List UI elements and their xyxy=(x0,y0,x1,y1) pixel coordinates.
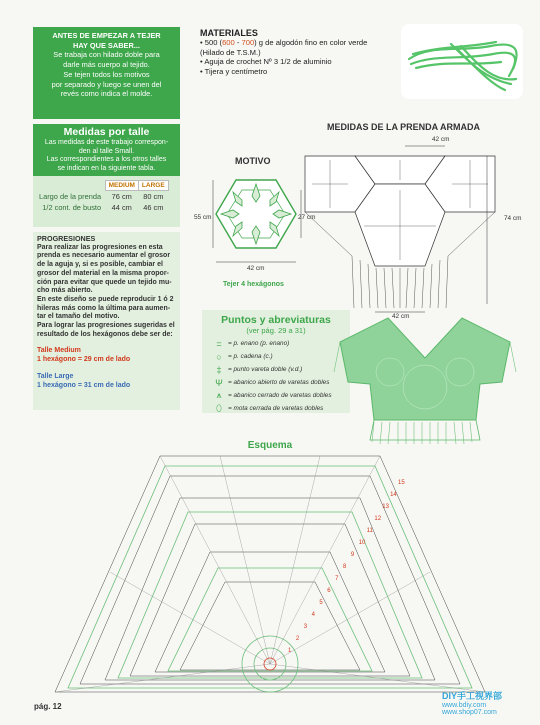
stitch-legend-text: = p. cadena (c.) xyxy=(228,353,273,360)
medium-value: 1 hexágono = 29 cm de lado xyxy=(37,356,131,364)
progressions-line: cho más abierto. xyxy=(37,287,93,295)
intro-heading-2: HAY QUE SABER... xyxy=(73,40,140,50)
row-label: Largo de la prenda xyxy=(39,191,102,201)
stitch-legend-text: = p. enano (p. enano) xyxy=(228,340,290,347)
yarn-skein-icon xyxy=(401,24,523,99)
stitch-symbol-icon: = xyxy=(216,338,222,349)
intro-line: Se trabaja con hilado doble para xyxy=(53,50,160,60)
progressions-title: PROGRESIONES xyxy=(37,234,96,243)
motif-dim-height: 55 cm xyxy=(194,214,212,221)
progressions-line: tar el tamaño del motivo. xyxy=(37,313,120,321)
sizes-table xyxy=(37,180,169,213)
progressions-paragraph-1 xyxy=(37,244,176,296)
stitch-symbol-icon: ⬯ xyxy=(216,403,222,413)
motif-dim-width: 42 cm xyxy=(247,265,265,272)
progressions-box xyxy=(33,232,180,410)
stitch-legend-subtitle: (ver pág. 29 a 31) xyxy=(246,326,306,335)
medium-title: Talle Medium xyxy=(37,347,81,355)
cell: 80 cm xyxy=(143,192,164,201)
garment-dim-side: 74 cm xyxy=(504,215,522,222)
stitch-legend-text: = abanico cerrado de varetas dobles xyxy=(228,392,332,399)
table-row xyxy=(37,191,168,203)
stitch-symbol-icon: ‡ xyxy=(216,364,222,375)
round-number: 10 xyxy=(358,540,366,546)
garment-title: MEDIDAS DE LA PRENDA ARMADA xyxy=(327,122,480,132)
sizes-header xyxy=(33,124,180,176)
stitch-legend-title: Puntos y abreviaturas xyxy=(221,314,331,326)
garment-dim-bottom: 42 cm xyxy=(392,313,410,320)
large-value: 1 hexágono = 31 cm de lado xyxy=(37,381,131,389)
sizes-box xyxy=(33,124,180,227)
round-number: 2 xyxy=(295,636,300,642)
stitch-legend-item xyxy=(202,337,350,350)
stitch-legend xyxy=(202,310,350,413)
progressions-line: En este diseño se puede reproducir 1 ó 2 xyxy=(37,295,174,303)
progressions-line: hileras más como la última para aumen- xyxy=(37,304,171,312)
round-number: 6 xyxy=(327,588,331,594)
sizes-title: Medidas por talle xyxy=(63,126,150,138)
garment-photo xyxy=(330,312,520,447)
garment-dim-top: 42 cm xyxy=(432,136,450,143)
cell: 44 cm xyxy=(111,203,132,212)
large-title: Talle Large xyxy=(37,372,74,380)
round-number: 1 xyxy=(288,648,292,654)
garment-diagram xyxy=(300,136,500,316)
watermark xyxy=(442,689,534,716)
stitch-symbol-icon: Ψ xyxy=(215,377,223,388)
round-number: 15 xyxy=(398,480,405,486)
progressions-line: grosor del material en la misma propor- xyxy=(37,269,169,277)
round-number: 8 xyxy=(343,564,347,570)
intro-line: revés como indica el molde. xyxy=(60,89,153,99)
progressions-line: ción para evitar que quede un tejido mu- xyxy=(37,278,172,286)
stitch-symbol-icon: ⩚ xyxy=(216,390,222,400)
stitch-legend-item xyxy=(202,402,350,415)
progressions-line: de la aguja y, si es posible, cambiar el xyxy=(37,261,163,269)
round-number: 5 xyxy=(319,600,323,606)
materials-title: MATERIALES xyxy=(200,28,258,38)
stitch-symbol-icon: ○ xyxy=(216,351,222,362)
material-hook: • Aguja de crochet Nº 3 1/2 de aluminio xyxy=(200,57,332,67)
table-row xyxy=(37,202,168,213)
material-yarn: • 500 (600 - 700) g de algodón fino en color verde xyxy=(200,38,368,48)
watermark-line: www.shop07.com xyxy=(442,709,497,716)
progressions-line: Para lograr las progresiones sugeridas el xyxy=(37,322,175,330)
watermark-line: www.bdiy.com xyxy=(442,702,487,709)
stitch-legend-item xyxy=(202,376,350,389)
progressions-line: resultado de los hexágonos debe ser de: xyxy=(37,330,173,338)
material-tools: • Tijera y centímetro xyxy=(200,66,268,76)
material-yarn-brand: (Hilado de T.S.M.) xyxy=(200,47,261,57)
progressions-paragraph-3 xyxy=(37,322,176,339)
col-large: LARGE xyxy=(138,181,168,191)
motif-title: MOTIVO xyxy=(235,156,271,166)
motif-caption: Tejer 4 hexágonos xyxy=(223,281,284,288)
stitch-legend-text: = mota cerrada de varetas dobles xyxy=(228,405,324,412)
round-number: 11 xyxy=(366,528,373,534)
schema-title: Esquema xyxy=(247,440,293,451)
intro-box xyxy=(33,27,180,119)
intro-line: por separado y luego se unen del xyxy=(51,79,162,89)
progressions-paragraph-2 xyxy=(37,296,176,322)
watermark-line: DIY手工视界部 xyxy=(442,691,503,701)
round-number: 12 xyxy=(374,516,382,522)
stitch-legend-item xyxy=(202,363,350,376)
row-label: 1/2 cont. de busto xyxy=(42,203,102,212)
intro-heading-1: ANTES DE EMPEZAR A TEJER xyxy=(52,31,161,40)
progressions-line: prenda es necesario aumentar el grosor xyxy=(37,252,171,260)
sizes-text: Las medidas de este trabajo correspon- xyxy=(44,139,169,146)
sizes-text: Las correspondientes a los otros talles xyxy=(46,156,167,164)
materials xyxy=(200,29,367,76)
round-number: 7 xyxy=(335,576,339,582)
round-number: 3 xyxy=(303,624,308,630)
col-medium: MEDIUM xyxy=(105,181,138,191)
round-number: 13 xyxy=(382,504,389,510)
yarn-photo xyxy=(401,24,523,99)
round-number: 4 xyxy=(311,612,315,618)
sizes-text: den al talle Small. xyxy=(78,147,135,155)
intro-line: Se tejen todos los motivos xyxy=(63,69,150,79)
sizes-text: se indican en la siguiente tabla. xyxy=(57,164,156,172)
round-number: 9 xyxy=(350,552,355,558)
stitch-legend-text: = punto vareta doble (v.d.) xyxy=(228,366,303,373)
round-number: 14 xyxy=(390,492,397,498)
stitch-schema-diagram xyxy=(30,452,510,700)
motif-dim-inner: 27 cm xyxy=(298,214,316,221)
stitch-legend-text: = abanico abierto de varetas dobles xyxy=(228,379,330,386)
intro-line: darle más cuerpo al tejido. xyxy=(63,60,150,70)
cell: 76 cm xyxy=(111,192,132,201)
stitch-legend-item xyxy=(202,389,350,402)
progressions-line: Para realizar las progresiones en esta xyxy=(37,243,163,251)
cell: 46 cm xyxy=(143,203,164,212)
page-number: pág. 12 xyxy=(34,702,62,711)
stitch-legend-item xyxy=(202,350,350,363)
